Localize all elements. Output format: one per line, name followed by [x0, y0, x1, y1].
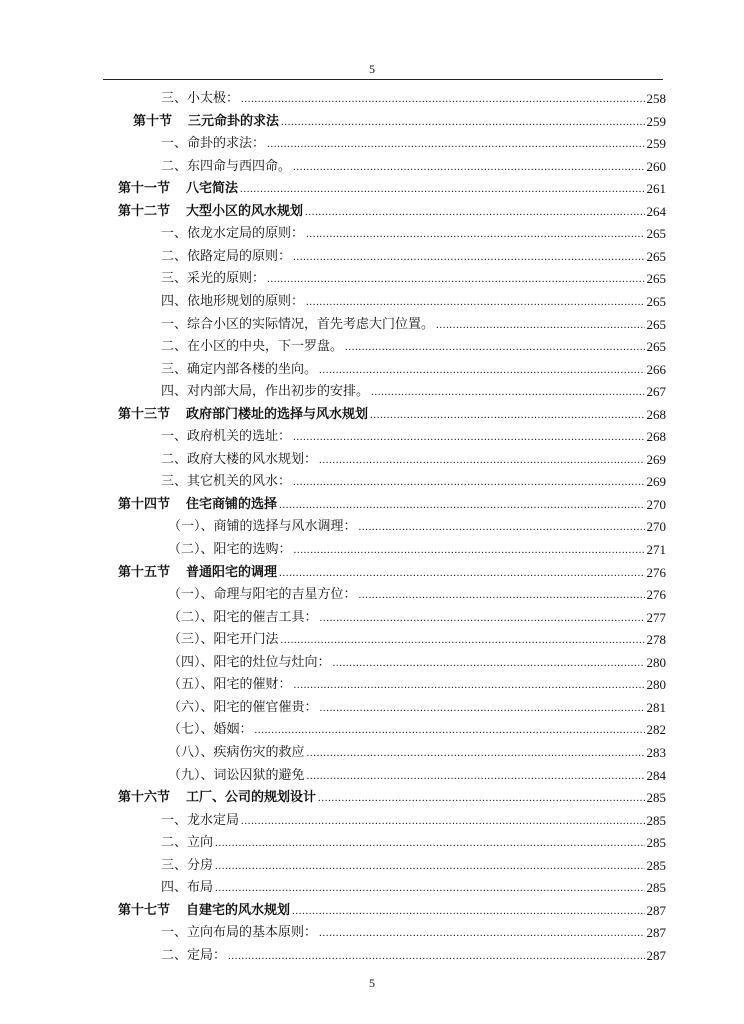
toc-page-number: 276: [646, 564, 666, 580]
toc-dot-leader: [333, 652, 645, 674]
toc-page-number: 261: [646, 181, 666, 197]
toc-page-number: 268: [646, 406, 666, 422]
toc-section-title: 八宅简法: [186, 181, 239, 197]
toc-page-number: 265: [646, 248, 666, 264]
toc-section-heading: [118, 494, 277, 516]
toc-page-number: 280: [646, 654, 666, 670]
toc-page-number: 260: [646, 158, 666, 174]
toc-page-number: 271: [646, 542, 666, 557]
toc-section-title: 政府部门楼址的选择与风水规划: [186, 406, 369, 422]
toc-page-number: 268: [646, 429, 666, 445]
toc-section-title: 自建宅的风水规划: [186, 902, 291, 918]
toc-entry[interactable]: [168, 674, 666, 696]
toc-entry[interactable]: [161, 471, 666, 493]
toc-entry-label: 三、小太极：: [161, 91, 240, 106]
toc-dot-leader: [359, 584, 645, 606]
toc-page-number: 265: [646, 339, 666, 355]
toc-dot-leader: [319, 922, 644, 944]
toc-entry[interactable]: [161, 88, 666, 110]
toc-dot-leader: [281, 111, 644, 133]
toc-dot-leader: [215, 877, 644, 899]
toc-section-entry[interactable]: [118, 787, 666, 809]
toc-section-number: 第十一节: [118, 181, 171, 197]
toc-entry-label: （五）、阳宅的催财：: [168, 677, 292, 693]
toc-dot-leader: [436, 314, 644, 336]
toc-dot-leader: [215, 855, 644, 877]
toc-page-number: 278: [646, 632, 666, 648]
toc-page-number: 285: [646, 790, 666, 806]
toc-section-number: 第十七节: [118, 902, 171, 918]
toc-entry[interactable]: [161, 426, 666, 448]
toc-entry-label: 一、命卦的求法：: [161, 136, 266, 152]
toc-page-number: 265: [646, 316, 666, 332]
toc-entry-label: （二）、阳宅的催吉工具：: [168, 609, 318, 625]
toc-entry-label: （六）、阳宅的催官催贵：: [168, 699, 318, 715]
toc-entry[interactable]: [161, 810, 666, 832]
toc-dot-leader: [305, 201, 644, 223]
toc-entry-label: （八）、疾病伤灾的救应: [168, 744, 305, 760]
toc-section-entry[interactable]: [118, 404, 666, 426]
toc-section-entry[interactable]: [118, 562, 666, 584]
toc-entry-label: 一、立向布局的基本原则：: [161, 925, 318, 941]
toc-dot-leader: [255, 719, 645, 741]
toc-dot-leader: [319, 449, 644, 471]
toc-section-heading: [133, 111, 279, 133]
toc-entry-label: （一）、命理与阳宅的吉星方位：: [168, 587, 357, 603]
footer-page-number: 5: [369, 976, 375, 990]
toc-dot-leader: [267, 133, 644, 155]
toc-page-number: 269: [646, 474, 666, 490]
toc-section-heading: [118, 900, 290, 922]
toc-section-title: 大型小区的风水规划: [186, 203, 304, 219]
toc-entry-label: 一、政府机关的选址：: [161, 429, 292, 445]
toc-dot-leader: [281, 629, 645, 651]
toc-dot-leader: [293, 471, 644, 493]
toc-dot-leader: [306, 291, 644, 313]
toc-dot-leader: [306, 223, 644, 245]
toc-section-heading: [118, 178, 238, 200]
toc-section-number: 第十节: [133, 113, 173, 129]
toc-entry[interactable]: [161, 359, 666, 381]
toc-section-entry[interactable]: [118, 494, 666, 516]
toc-entry[interactable]: [161, 291, 666, 313]
toc-entry-label: 一、综合小区的实际情况，首先考虑大门位置。: [161, 316, 435, 332]
toc-entry-label: 一、龙水定局: [161, 812, 240, 828]
toc-section-title: 工厂、公司的规划设计: [186, 790, 317, 806]
toc-section-number: 第十五节: [118, 564, 171, 580]
toc-section-heading: [118, 787, 316, 809]
toc-section-entry[interactable]: [133, 111, 666, 133]
toc-entry[interactable]: [168, 584, 666, 606]
toc-page-number: 267: [646, 384, 666, 400]
toc-entry-label: 二、依路定局的原则：: [161, 248, 292, 264]
toc-section-heading: [118, 562, 277, 584]
toc-dot-leader: [279, 562, 644, 584]
toc-page-number: 283: [646, 744, 666, 760]
toc-dot-leader: [319, 359, 644, 381]
toc-dot-leader: [292, 900, 644, 922]
toc-entry[interactable]: [168, 607, 666, 629]
toc-page-number: 266: [646, 361, 666, 377]
toc-entry[interactable]: [161, 156, 666, 178]
toc-entry[interactable]: [168, 742, 666, 764]
toc-section-number: 第十二节: [118, 203, 171, 219]
toc-page-number: 265: [646, 226, 666, 242]
toc-page-number: 270: [646, 519, 666, 535]
toc-entry-label: 二、在小区的中央，下一罗盘。: [161, 339, 344, 355]
toc-section-title: 住宅商铺的选择: [186, 496, 278, 512]
toc-entry[interactable]: [161, 336, 666, 358]
toc-page-number: 285: [646, 835, 666, 851]
toc-section-number: 第十三节: [118, 406, 171, 422]
toc-page-number: 264: [646, 203, 666, 219]
toc-dot-leader: [307, 765, 645, 787]
toc-page-number: 285: [646, 880, 666, 896]
toc-page-number: 265: [646, 293, 666, 309]
toc-dot-leader: [294, 674, 645, 696]
toc-entry[interactable]: [161, 246, 666, 268]
toc-page-number: 259: [646, 113, 666, 129]
toc-entry-label: 三、采光的原则：: [161, 271, 266, 287]
toc-dot-leader: [371, 381, 644, 403]
toc-page-number: 287: [646, 947, 666, 963]
toc-entry[interactable]: [168, 765, 666, 787]
toc-dot-leader: [240, 178, 644, 200]
toc-entry[interactable]: [161, 855, 666, 877]
toc-page-number: 277: [646, 609, 666, 625]
toc-entry-label: （四）、阳宅的灶位与灶向：: [168, 654, 331, 670]
toc-entry[interactable]: [161, 314, 666, 336]
toc-entry[interactable]: [161, 945, 666, 967]
toc-dot-leader: [370, 404, 644, 426]
toc-dot-leader: [241, 810, 644, 832]
toc-page-number: 284: [646, 767, 666, 783]
toc-section-number: 第十六节: [118, 790, 171, 806]
toc-page-number: 285: [646, 812, 666, 828]
toc-page-number: 259: [646, 136, 666, 152]
toc-dot-leader: [228, 945, 644, 967]
toc-entry[interactable]: [168, 697, 666, 719]
toc-entry-label: （三）、阳宅开门法: [168, 632, 279, 648]
toc-page-number: 281: [646, 699, 666, 715]
toc-dot-leader: [293, 246, 644, 268]
toc-dot-leader: [307, 742, 645, 764]
toc-entry[interactable]: [168, 652, 666, 674]
toc-entry[interactable]: [161, 268, 666, 290]
toc-entry[interactable]: [168, 516, 666, 538]
toc-entry-label: （一）、商铺的选择与风水调理：: [168, 519, 357, 535]
toc-entry-label: 四、依地形规划的原则：: [161, 293, 305, 309]
header-rule: [103, 79, 663, 80]
toc-page-number: 269: [646, 451, 666, 467]
toc-entry[interactable]: [168, 539, 666, 561]
toc-entry-label: 一、依龙水定局的原则：: [161, 226, 305, 242]
toc-entry[interactable]: [161, 133, 666, 155]
toc-dot-leader: [318, 787, 644, 809]
toc-dot-leader: [345, 336, 644, 358]
toc-page-number: 282: [646, 722, 666, 738]
toc-entry[interactable]: [161, 381, 666, 403]
toc-page-number: 258: [646, 91, 666, 106]
toc-entry-label: 二、东四命与西四命。: [161, 158, 292, 174]
toc-page-number: 287: [646, 925, 666, 941]
toc-entry-label: 二、立向: [161, 835, 214, 851]
toc-dot-leader: [267, 268, 644, 290]
toc-section-heading: [118, 201, 303, 223]
toc-section-number: 第十四节: [118, 496, 171, 512]
toc-entry-label: 四、对内部大局，作出初步的安排。: [161, 384, 370, 400]
toc-page-number: 270: [646, 496, 666, 512]
toc-page-number: 287: [646, 902, 666, 918]
toc-entry-label: 四、布局: [161, 880, 214, 896]
toc-entry[interactable]: [161, 223, 666, 245]
toc-section-heading: [118, 404, 368, 426]
toc-page-number: 285: [646, 857, 666, 873]
toc-dot-leader: [279, 494, 644, 516]
toc-dot-leader: [320, 697, 645, 719]
toc-section-title: 普通阳宅的调理: [186, 564, 278, 580]
toc-entry[interactable]: [161, 832, 666, 854]
toc-page-number: 280: [646, 677, 666, 693]
toc-entry-label: 三、确定内部各楼的坐向。: [161, 361, 318, 377]
toc-entry-label: 二、定局：: [161, 947, 227, 963]
toc-entry[interactable]: [168, 719, 666, 741]
toc-entry[interactable]: [161, 877, 666, 899]
toc-dot-leader: [294, 539, 645, 561]
toc-dot-leader: [241, 88, 644, 110]
toc-entry-label: （九）、词讼囚狱的避免: [168, 767, 305, 783]
toc-entry-label: 三、其它机关的风水：: [161, 474, 292, 490]
toc-section-entry[interactable]: [118, 900, 666, 922]
toc-dot-leader: [293, 426, 644, 448]
toc-section-entry[interactable]: [118, 178, 666, 200]
toc-dot-leader: [359, 516, 645, 538]
toc-entry-label: （七）、婚姻：: [168, 722, 253, 738]
toc-dot-leader: [293, 156, 644, 178]
toc-entry[interactable]: [161, 922, 666, 944]
toc-dot-leader: [320, 607, 645, 629]
header-page-number: 5: [369, 62, 375, 76]
toc-dot-leader: [215, 832, 644, 854]
toc-entry[interactable]: [161, 449, 666, 471]
toc-section-title: 三元命卦的求法: [188, 113, 280, 129]
toc-page-number: 276: [646, 587, 666, 603]
toc-page-number: 265: [646, 271, 666, 287]
toc-entry-label: 三、分房: [161, 857, 214, 873]
toc-entry-label: （二）、阳宅的选购：: [168, 542, 292, 557]
toc-entry[interactable]: [168, 629, 666, 651]
toc-entry-label: 二、政府大楼的风水规划：: [161, 451, 318, 467]
toc-section-entry[interactable]: [118, 201, 666, 223]
